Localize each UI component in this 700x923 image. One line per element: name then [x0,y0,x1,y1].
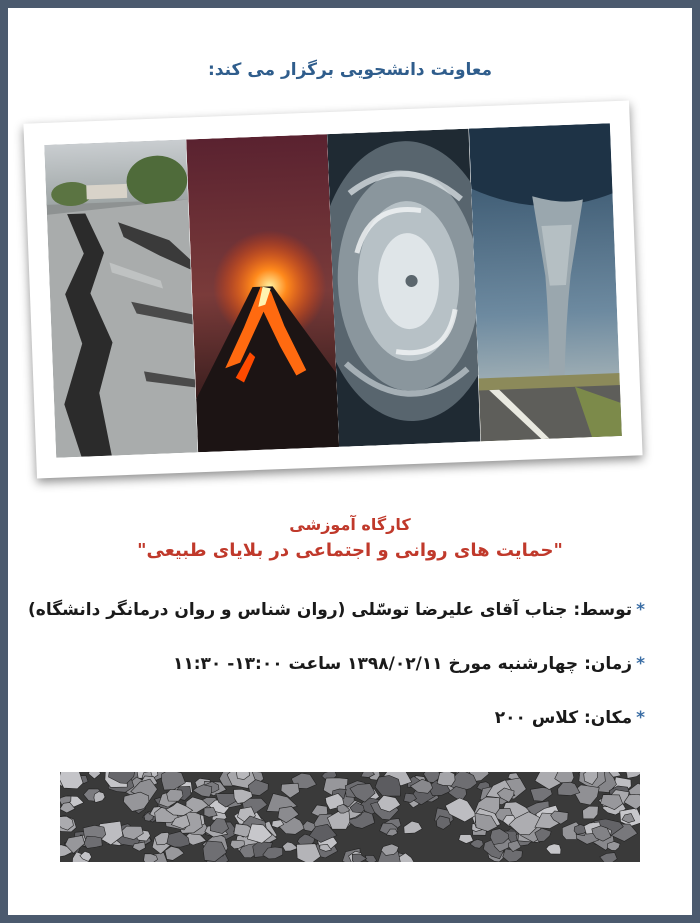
presenter-text: توسط: جناب آقای علیرضا توسّلی (روان شناس و روان درمانگر دانشگاه) [28,600,633,620]
earthquake-crack-icon [44,140,197,458]
volcano-eruption-icon [186,134,339,452]
gravel-stone [84,836,102,848]
hurricane-satellite-icon [327,129,480,447]
location-line [495,708,645,728]
disaster-photo-card [23,100,642,478]
time-line [173,654,645,674]
bullet-star-icon: * [636,600,645,620]
photo-strip [44,123,622,457]
time-text: زمان: چهارشنبه مورخ ۱۳۹۸/۰۲/۱۱ ساعت ۱۳:۰۰- ۱۱:۳۰ [172,654,633,674]
gravel-footer-image [60,772,640,862]
workshop-topic: "حمایت های روانی و اجتماعی در بلایای طبیعی" [137,540,563,561]
gravel-stone [60,772,83,789]
workshop-title [30,515,670,561]
bullet-star-icon: * [636,654,645,674]
gravel-stone [437,772,455,786]
presenter-line [28,600,645,620]
organizer-heading: معاونت دانشجویی برگزار می کند: [207,60,493,80]
workshop-label: کارگاه آموزشی [289,515,411,534]
location-text: مکان: کلاس ۲۰۰ [494,708,633,728]
tornado-icon [468,123,621,441]
bullet-star-icon: * [636,708,645,728]
